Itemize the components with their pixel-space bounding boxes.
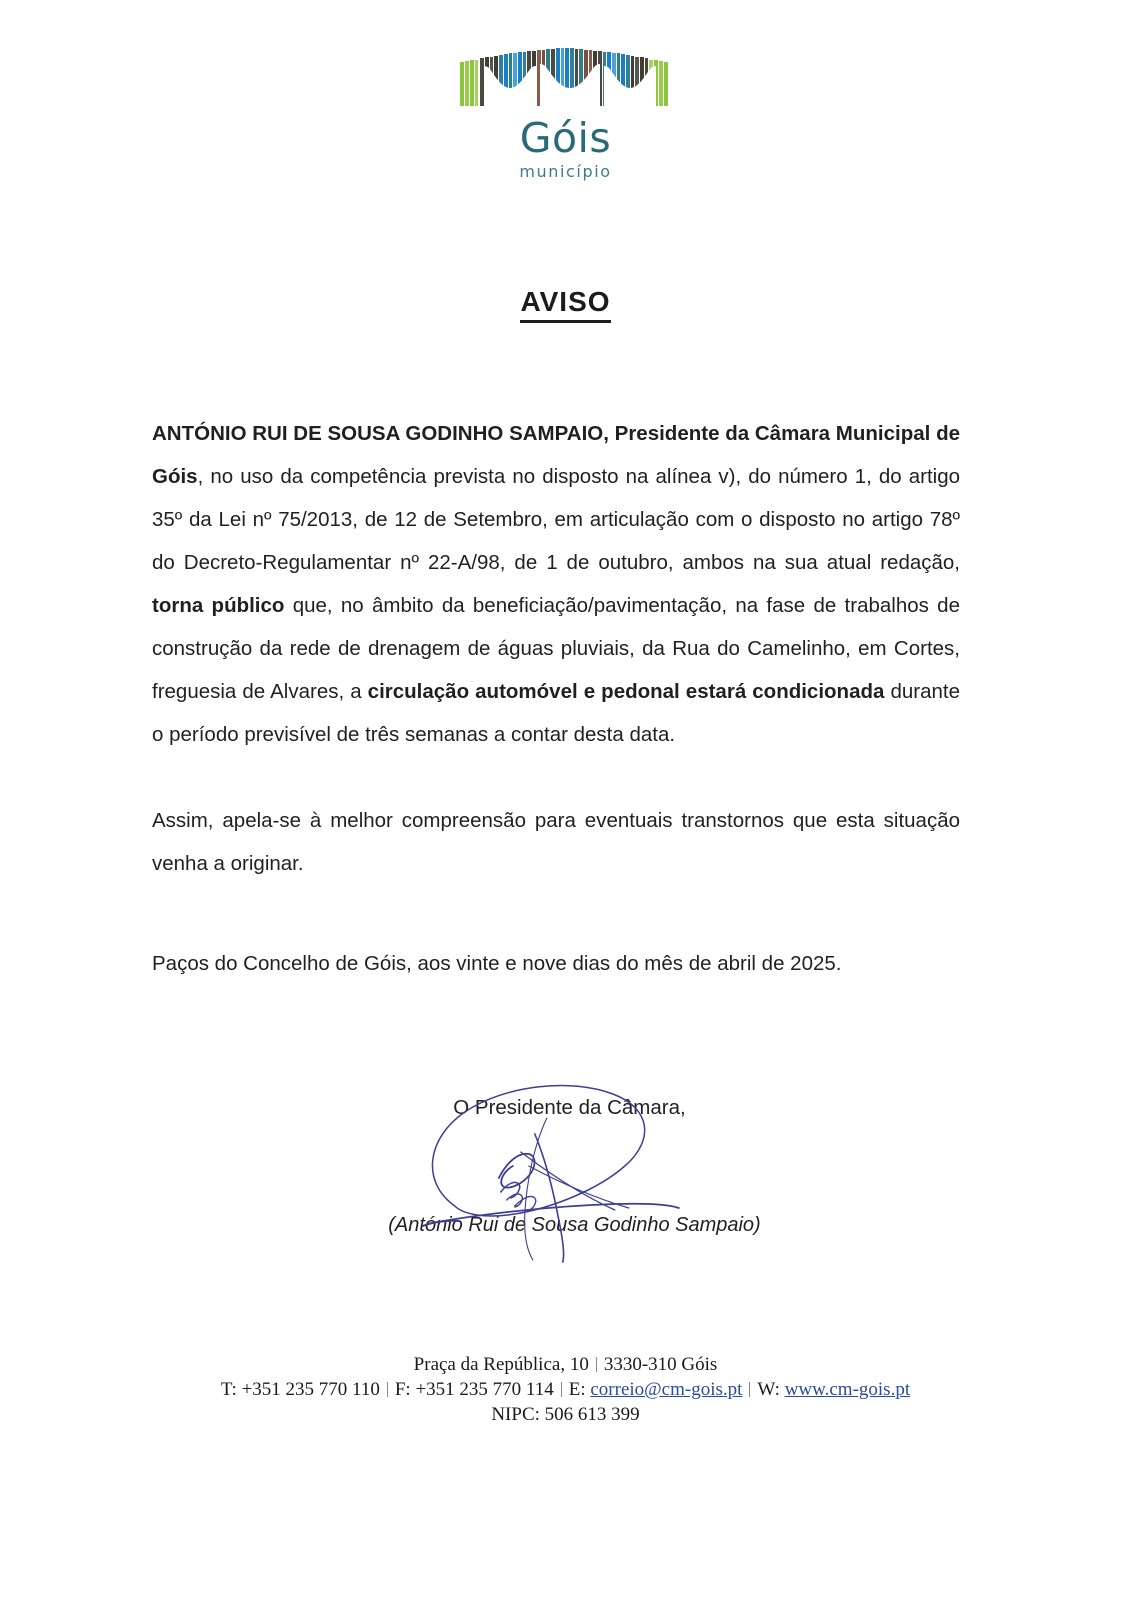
- footer-phone-label: T:: [220, 1379, 237, 1400]
- paragraph-1-run-6: durante o período previsível de três semanas a contar desta data.: [152, 680, 960, 746]
- footer-web-label: W:: [757, 1379, 780, 1400]
- signature-name: (António Rui de Sousa Godinho Sampaio): [388, 1214, 761, 1236]
- paragraph-2: Assim, apela-se à melhor compreensão para eventuais transtornos que esta situação venha a originar.: [152, 809, 960, 875]
- footer-fax-label: F:: [394, 1379, 411, 1400]
- footer-postal-code: 3330-310 Góis: [603, 1354, 718, 1375]
- document-body: [152, 412, 960, 885]
- footer-fax: +351 235 770 114: [415, 1379, 554, 1400]
- paragraph-1-run-5: circulação automóvel e pedonal estará condicionada: [367, 680, 885, 703]
- logo-wordmark: Góis: [519, 114, 612, 162]
- footer-email-link[interactable]: correio@cm-gois.pt: [590, 1379, 743, 1400]
- signature-block: [0, 1096, 1131, 1236]
- footer-separator-icon: [749, 1382, 750, 1397]
- date-line: Paços do Concelho de Góis, aos vinte e nove dias do mês de abril de 2025.: [152, 952, 842, 975]
- footer-address-line: [0, 1352, 1131, 1377]
- signature-role: O Presidente da Câmara,: [453, 1096, 686, 1119]
- footer-phone: +351 235 770 110: [241, 1379, 380, 1400]
- paragraph-1-run-3: torna público: [152, 594, 285, 617]
- paragraph-1-run-1: ANTÓNIO RUI DE SOUSA GODINHO SAMPAIO, Presidente da Câmara Municipal de Góis: [152, 422, 960, 488]
- footer-separator-icon: [387, 1382, 388, 1397]
- page-title: [0, 286, 1131, 318]
- footer-separator-icon: [561, 1382, 562, 1397]
- logo-subtitle: município: [519, 162, 612, 181]
- paragraph-1-run-2: , no uso da competência prevista no disposto na alínea v), do número 1, do artigo 35º da Lei nº 75/2013, de 12 de Setembro, em articulação com o disposto no artigo 78º do Decreto-Regulamentar nº 22-A/98, de 1 de outubro, ambos na sua atual redação,: [152, 465, 960, 574]
- municipality-logo: [0, 48, 1131, 181]
- bridge-logo-icon: [460, 48, 672, 106]
- footer-separator-icon: [596, 1357, 597, 1372]
- footer-email-label: E:: [568, 1379, 586, 1400]
- footer-nipc: NIPC: 506 613 399: [491, 1404, 640, 1425]
- paragraph-1: [152, 412, 960, 756]
- footer-website-link[interactable]: www.cm-gois.pt: [784, 1379, 911, 1400]
- paragraph-1-run-4: que, no âmbito da beneficiação/pavimentação, na fase de trabalhos de construção da rede de drenagem de águas pluviais, da Rua do Camelinho, em Cortes, freguesia de Alvares, a: [152, 594, 960, 703]
- footer-contacts-line: [0, 1377, 1131, 1402]
- footer: [0, 1352, 1131, 1427]
- page-title-text: AVISO: [520, 286, 610, 323]
- footer-address: Praça da República, 10: [413, 1354, 589, 1375]
